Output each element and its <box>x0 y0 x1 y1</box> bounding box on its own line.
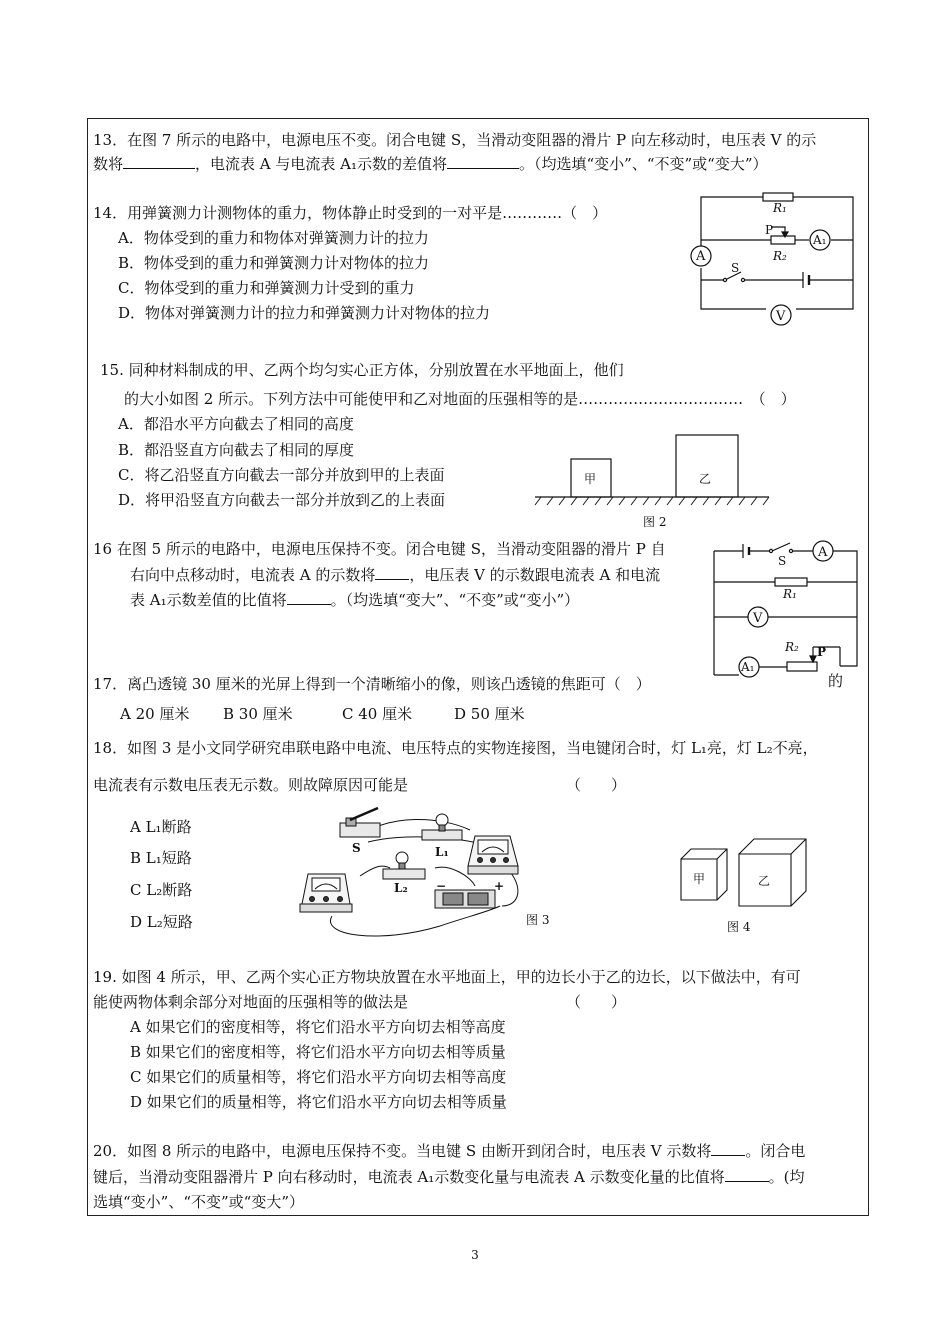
q13-line1: 13．在图 7 所示的电路中，电源电压不变。闭合电键 S，当滑动变阻器的滑片 P 向左移动时，电压表 V 的示 <box>93 131 817 149</box>
fig7-ammeter-a1: A₁ <box>813 233 827 247</box>
fig2-label-yi: 乙 <box>699 472 712 486</box>
q20-text-d: 。(均 <box>768 1168 805 1186</box>
fig7-label-p: P <box>765 223 774 237</box>
q13-text-b: ，电流表 A 与电流表 A₁示数的差值将 <box>195 155 447 173</box>
q16-blank-2[interactable] <box>287 590 331 605</box>
q18-option-c: C L₂断路 <box>130 881 193 899</box>
q18-option-d: D L₂短路 <box>130 913 193 931</box>
fig5-voltmeter-v: V <box>753 611 763 626</box>
q18-line2: 电流表有示数电压表无示数。则故障原因可能是 <box>93 776 409 794</box>
fig5-label-r1: R₁ <box>783 587 797 601</box>
q16-line1: 16 在图 5 所示的电路中，电源电压保持不变。闭合电键 S，当滑动变阻器的滑片 P 自 <box>93 540 666 558</box>
fig7-label-r1: R₁ <box>773 201 787 215</box>
q15-option-d: D．将甲沿竖直方向截去一部分并放到乙的上表面 <box>118 491 446 509</box>
q17-option-d: D 50 厘米 <box>454 705 525 723</box>
q14-option-c: C．物体受到的重力和弹簧测力计受到的重力 <box>118 279 415 297</box>
fig7-label-s: S <box>731 261 740 275</box>
q15-line1: 15. 同种材料制成的甲、乙两个均匀实心正方体，分别放置在水平地面上，他们 <box>100 361 624 379</box>
q14-option-b: B．物体受到的重力和弹簧测力计对物体的拉力 <box>118 254 430 272</box>
fig2-label-jia: 甲 <box>584 472 597 486</box>
q17-option-c: C 40 厘米 <box>342 705 413 723</box>
q18-option-a: A L₁断路 <box>130 818 192 836</box>
fig5-label-r2: R₂ <box>785 640 799 654</box>
q20-line2 <box>93 1167 804 1187</box>
q16-blank-1[interactable] <box>375 565 409 580</box>
figure-3-apparatus <box>290 806 555 941</box>
q16-text-b: ，电压表 V 的示数跟电流表 A 和电流 <box>409 566 661 584</box>
fig3-label-l1: L₁ <box>435 845 449 859</box>
fig4-label-yi: 乙 <box>758 874 771 888</box>
fig7-label-r2: R₂ <box>773 249 787 263</box>
q19-answer-paren: （ ） <box>566 993 627 1011</box>
q20-line1 <box>93 1141 805 1161</box>
fig3-label-s: S <box>352 841 361 855</box>
fig7-ammeter-a: A <box>696 249 706 264</box>
q19-line1: 19. 如图 4 所示，甲、乙两个实心正方物块放置在水平地面上，甲的边长小于乙的边长，以下做法中，有可 <box>93 968 801 986</box>
q17-stem: 17．离凸透镜 30 厘米的光屏上得到一个清晰缩小的像，则该凸透镜的焦距可（ ） <box>93 675 651 693</box>
q16-text-a: 右向中点移动时，电流表 A 的示数将 <box>130 566 376 584</box>
q19-option-a: A 如果它们的密度相等，将它们沿水平方向切去相等高度 <box>130 1018 506 1036</box>
q20-blank-1[interactable] <box>711 1141 745 1156</box>
figure-5-circuit <box>705 535 870 685</box>
q19-option-d: D 如果它们的质量相等，将它们沿水平方向切去相等质量 <box>130 1093 507 1111</box>
q18-option-b: B L₁短路 <box>130 849 192 867</box>
figure-7-circuit <box>685 188 865 328</box>
q18-answer-paren: （ ） <box>566 776 627 794</box>
q14-stem: 14．用弹簧测力计测物体的重力，物体静止时受到的一对平是…………（ ） <box>93 204 608 222</box>
q15-option-c: C．将乙沿竖直方向截去一部分并放到甲的上表面 <box>118 466 445 484</box>
fig3-label-plus: + <box>494 879 505 893</box>
q13-text-c: 。（均选填“变小”、“不变”或“变大”） <box>519 155 768 173</box>
q16-tail: 的 <box>828 672 844 690</box>
q20-line3: 选填“变小”、“不变”或“变大”） <box>93 1193 305 1211</box>
q13-text-a: 数将 <box>93 155 124 173</box>
q16-line3 <box>130 590 579 610</box>
figure-2-cubes <box>533 430 773 535</box>
fig5-ammeter-a1: A₁ <box>741 660 755 674</box>
q16-text-d: 。（均选填“变大”、“不变”或“变小”） <box>330 591 580 609</box>
fig5-label-s: S <box>778 554 787 568</box>
q16-text-c: 表 A₁示数差值的比值将 <box>130 591 287 609</box>
q14-option-d: D．物体对弹簧测力计的拉力和弹簧测力计对物体的拉力 <box>118 304 491 322</box>
fig5-ammeter-a: A <box>818 545 828 560</box>
q17-option-a: A 20 厘米 <box>120 705 190 723</box>
q20-text-b: 。闭合电 <box>745 1142 806 1160</box>
q19-line2: 能使两物体剩余部分对地面的压强相等的做法是 <box>93 993 409 1011</box>
q18-line1: 18．如图 3 是小文同学研究串联电路中电流、电压特点的实物连接图，当电键闭合时，灯 L₁亮，灯 L₂不亮， <box>93 739 818 757</box>
fig2-caption: 图 2 <box>643 515 667 529</box>
q19-option-b: B 如果它们的密度相等，将它们沿水平方向切去相等质量 <box>130 1043 506 1061</box>
fig3-caption: 图 3 <box>526 913 550 927</box>
q13-blank-1[interactable] <box>123 154 195 169</box>
fig3-label-l2: L₂ <box>394 881 408 895</box>
q19-option-c: C 如果它们的质量相等，将它们沿水平方向切去相等高度 <box>130 1068 507 1086</box>
fig4-label-jia: 甲 <box>693 872 706 886</box>
q15-line2: 的大小如图 2 所示。下列方法中可能使甲和乙对地面的压强相等的是…………………………… （ ） <box>124 390 796 408</box>
q20-blank-2[interactable] <box>725 1167 769 1182</box>
figure-4-cubes <box>675 825 815 940</box>
q17-option-b: B 30 厘米 <box>223 705 293 723</box>
q14-option-a: A．物体受到的重力和物体对弹簧测力计的拉力 <box>118 229 429 247</box>
q13-line2 <box>93 154 768 174</box>
q13-blank-2[interactable] <box>447 154 519 169</box>
fig4-caption: 图 4 <box>727 920 751 934</box>
page-number: 3 <box>471 1248 479 1262</box>
q15-option-b: B．都沿竖直方向截去了相同的厚度 <box>118 441 355 459</box>
q15-option-a: A．都沿水平方向截去了相同的高度 <box>118 415 354 433</box>
q20-text-c: 键后，当滑动变阻器滑片 P 向右移动时，电流表 A₁示数变化量与电流表 A 示数变化量的比值将 <box>93 1168 725 1186</box>
q20-text-a: 20．如图 8 所示的电路中，电源电压保持不变。当电键 S 由断开到闭合时，电压表 V 示数将 <box>93 1142 712 1160</box>
fig7-voltmeter-v: V <box>776 309 786 324</box>
fig3-label-minus: − <box>436 879 447 893</box>
fig5-label-p: P <box>817 645 827 659</box>
q16-line2 <box>130 565 660 585</box>
